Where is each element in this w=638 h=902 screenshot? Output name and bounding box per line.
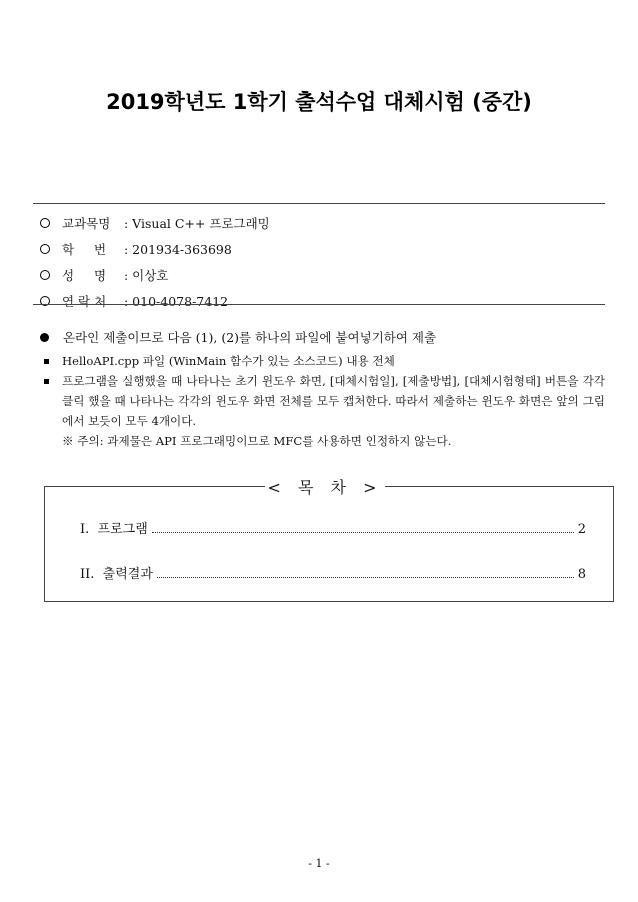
toc-entry-label: I. 프로그램 [80, 522, 148, 537]
toc-entry[interactable] [80, 518, 586, 537]
notice-heading: 온라인 제출이므로 다음 (1), (2)를 하나의 파일에 붙여넣기하여 제출 [63, 330, 437, 345]
document-title: 2019학년도 1학기 출석수업 대체시험 (중간) [106, 90, 532, 114]
info-row-student-id [40, 236, 270, 262]
toc-title: < 목 차 > [265, 475, 385, 498]
info-value: : 010-4078-7412 [124, 293, 229, 309]
toc-leader-dots [152, 532, 574, 533]
student-info [40, 210, 270, 314]
info-key: 연 락 처 [62, 294, 107, 309]
toc-entry-page: 2 [577, 522, 586, 537]
info-row-course [40, 210, 270, 236]
info-row-name [40, 262, 270, 288]
bottom-divider [33, 304, 605, 305]
circle-bullet-icon [40, 270, 50, 280]
toc-entry-page: 8 [577, 567, 586, 582]
toc-entry-label: II. 출력결과 [80, 567, 153, 582]
info-value: : 201934-363698 [124, 241, 232, 257]
filled-bullet-icon [40, 333, 49, 342]
page-number: - 1 - [308, 857, 330, 870]
square-bullet-icon [44, 379, 49, 384]
info-key: 학 번 [62, 242, 107, 257]
square-bullet-icon [44, 359, 49, 364]
info-row-contact [40, 288, 270, 314]
notice-heading-row [40, 326, 605, 348]
toc-leader-dots [157, 577, 574, 578]
info-value: : 이상호 [124, 268, 169, 283]
notice-item-text: 프로그램을 실행했을 때 나타나는 초기 윈도우 화면, [대체시험일], [제출방법], [대체시험형태] 버튼을 각각 클릭 했을 때 나타나는 각각의 윈도우 화면 전체를 모두 캡처한다. 따라서 제출하는 윈도우 화면은 앞의 그림에서 보듯이 모두 4개이다. [62, 374, 605, 428]
notice-item [40, 351, 605, 371]
notice-warning: ※ 주의: 과제물은 API 프로그래밍이므로 MFC를 사용하면 인정하지 않는다. [62, 434, 452, 448]
notice-item-text: HelloAPI.cpp 파일 (WinMain 함수가 있는 소스코드) 내용 전체 [62, 354, 395, 368]
info-key: 성 명 [62, 268, 107, 283]
notice-item [40, 371, 605, 431]
circle-bullet-icon [40, 244, 50, 254]
info-value: : Visual C++ 프로그래밍 [124, 216, 270, 231]
toc-box [44, 486, 614, 602]
info-key: 교과목명 [62, 216, 111, 231]
submission-notice [40, 326, 605, 451]
circle-bullet-icon [40, 218, 50, 228]
top-divider [33, 203, 605, 204]
toc-entry[interactable] [80, 563, 586, 582]
